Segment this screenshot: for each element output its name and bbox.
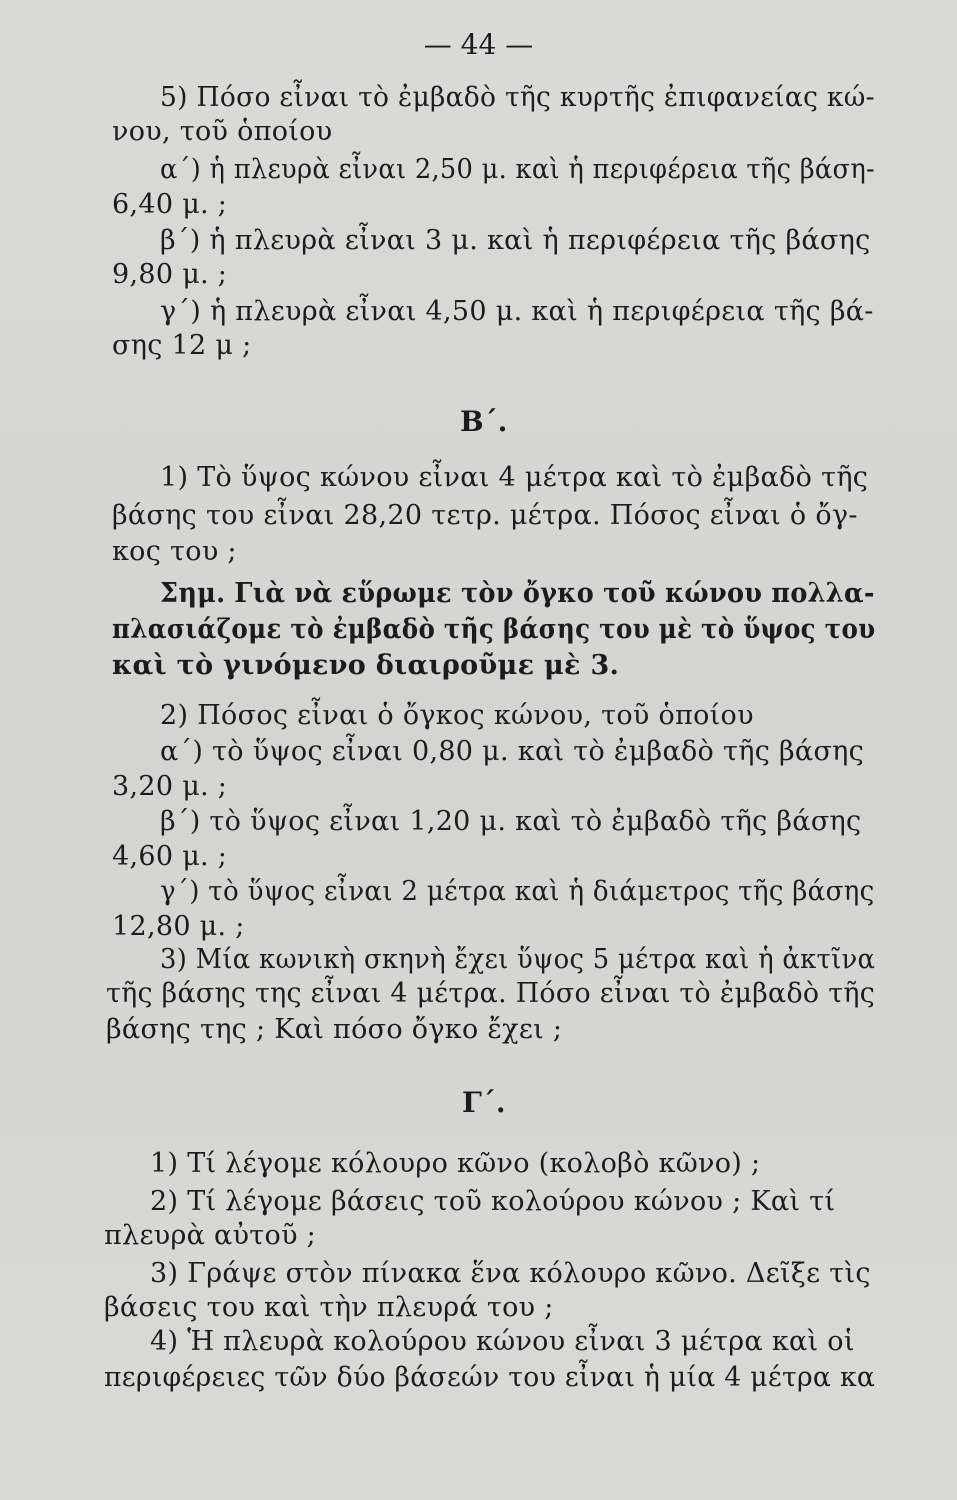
section-heading: Β΄. <box>460 405 508 438</box>
text-line: 1) Τί λέγομε κόλουρο κῶνο (κολοβὸ κῶνο) ; <box>150 1148 761 1179</box>
text-line: α΄) ἡ πλευρὰ εἶναι 2,50 μ. καὶ ἡ περιφέρεια τῆς βάση- <box>160 154 876 185</box>
text-line: βάσης του εἶναι 28,20 τετρ. μέτρα. Πόσος εἶναι ὁ ὄγ- <box>112 500 858 531</box>
text-line: 6,40 μ. ; <box>112 189 228 220</box>
text-line: 2) Πόσος εἶναι ὁ ὄγκος κώνου, τοῦ ὁποίου <box>160 700 754 731</box>
text-line: 3,20 μ. ; <box>112 771 228 802</box>
text-line: β΄) ἡ πλευρὰ εἶναι 3 μ. καὶ ἡ περιφέρεια τῆς βάσης <box>160 225 871 256</box>
text-line: περιφέρειες τῶν δύο βάσεών του εἶναι ἡ μία 4 μέτρα κα <box>104 1362 876 1393</box>
section-heading: Γ΄. <box>462 1086 506 1119</box>
text-line: βάσεις του καὶ τὴν πλευρά του ; <box>104 1292 554 1323</box>
text-line: 9,80 μ. ; <box>112 259 228 290</box>
text-line: 3) Γράψε στὸν πίνακα ἕνα κόλουρο κῶνο. Δεῖξε τὶς <box>150 1258 871 1289</box>
note-line: πλασιάζομε τὸ ἐμβαδὸ τῆς βάσης του μὲ τὸ ὕψος του <box>112 614 876 645</box>
note-line: Σημ. Γιὰ νὰ εὕρωμε τὸν ὄγκο τοῦ κώνου πολλα- <box>160 578 875 609</box>
text-line: βάσης της ; Καὶ πόσο ὄγκο ἔχει ; <box>106 1014 563 1045</box>
note-line: καὶ τὸ γινόμενο διαιροῦμε μὲ 3. <box>112 650 620 681</box>
text-line: σης 12 μ ; <box>112 330 252 361</box>
text-line: 1) Τὸ ὕψος κώνου εἶναι 4 μέτρα καὶ τὸ ἐμβαδὸ τῆς <box>160 462 869 493</box>
text-line: 12,80 μ. ; <box>112 911 245 942</box>
text-line: κος του ; <box>112 536 237 567</box>
text-line: γ΄) τὸ ὕψος εἶναι 2 μέτρα καὶ ἡ διάμετρος τῆς βάσης <box>160 876 875 907</box>
text-line: τῆς βάσης της εἶναι 4 μέτρα. Πόσο εἶναι τὸ ἐμβαδὸ τῆς <box>106 978 876 1009</box>
text-line: 4) Ἡ πλευρὰ κολούρου κώνου εἶναι 3 μέτρα καὶ οἱ <box>150 1326 855 1357</box>
text-line: 3) Μία κωνικὴ σκηνὴ ἔχει ὕψος 5 μέτρα καὶ ἡ ἀκτῖνα <box>160 944 876 975</box>
text-line: γ΄) ἡ πλευρὰ εἶναι 4,50 μ. καὶ ἡ περιφέρεια τῆς βά- <box>160 296 874 327</box>
text-line: 5) Πόσο εἶναι τὸ ἐμβαδὸ τῆς κυρτῆς ἐπιφανείας κώ- <box>160 82 875 113</box>
text-line: πλευρὰ αὐτοῦ ; <box>104 1220 317 1251</box>
text-line: 2) Τί λέγομε βάσεις τοῦ κολούρου κώνου ; Καὶ τί <box>150 1186 836 1217</box>
text-line: 4,60 μ. ; <box>112 841 228 872</box>
page-number: — 44 — <box>423 28 534 61</box>
text-line: β΄) τὸ ὕψος εἶναι 1,20 μ. καὶ τὸ ἐμβαδὸ τῆς βάσης <box>160 806 862 837</box>
text-line: νου, τοῦ ὁποίου <box>112 116 333 147</box>
text-line: α΄) τὸ ὕψος εἶναι 0,80 μ. καὶ τὸ ἐμβαδὸ τῆς βάσης <box>160 736 865 767</box>
